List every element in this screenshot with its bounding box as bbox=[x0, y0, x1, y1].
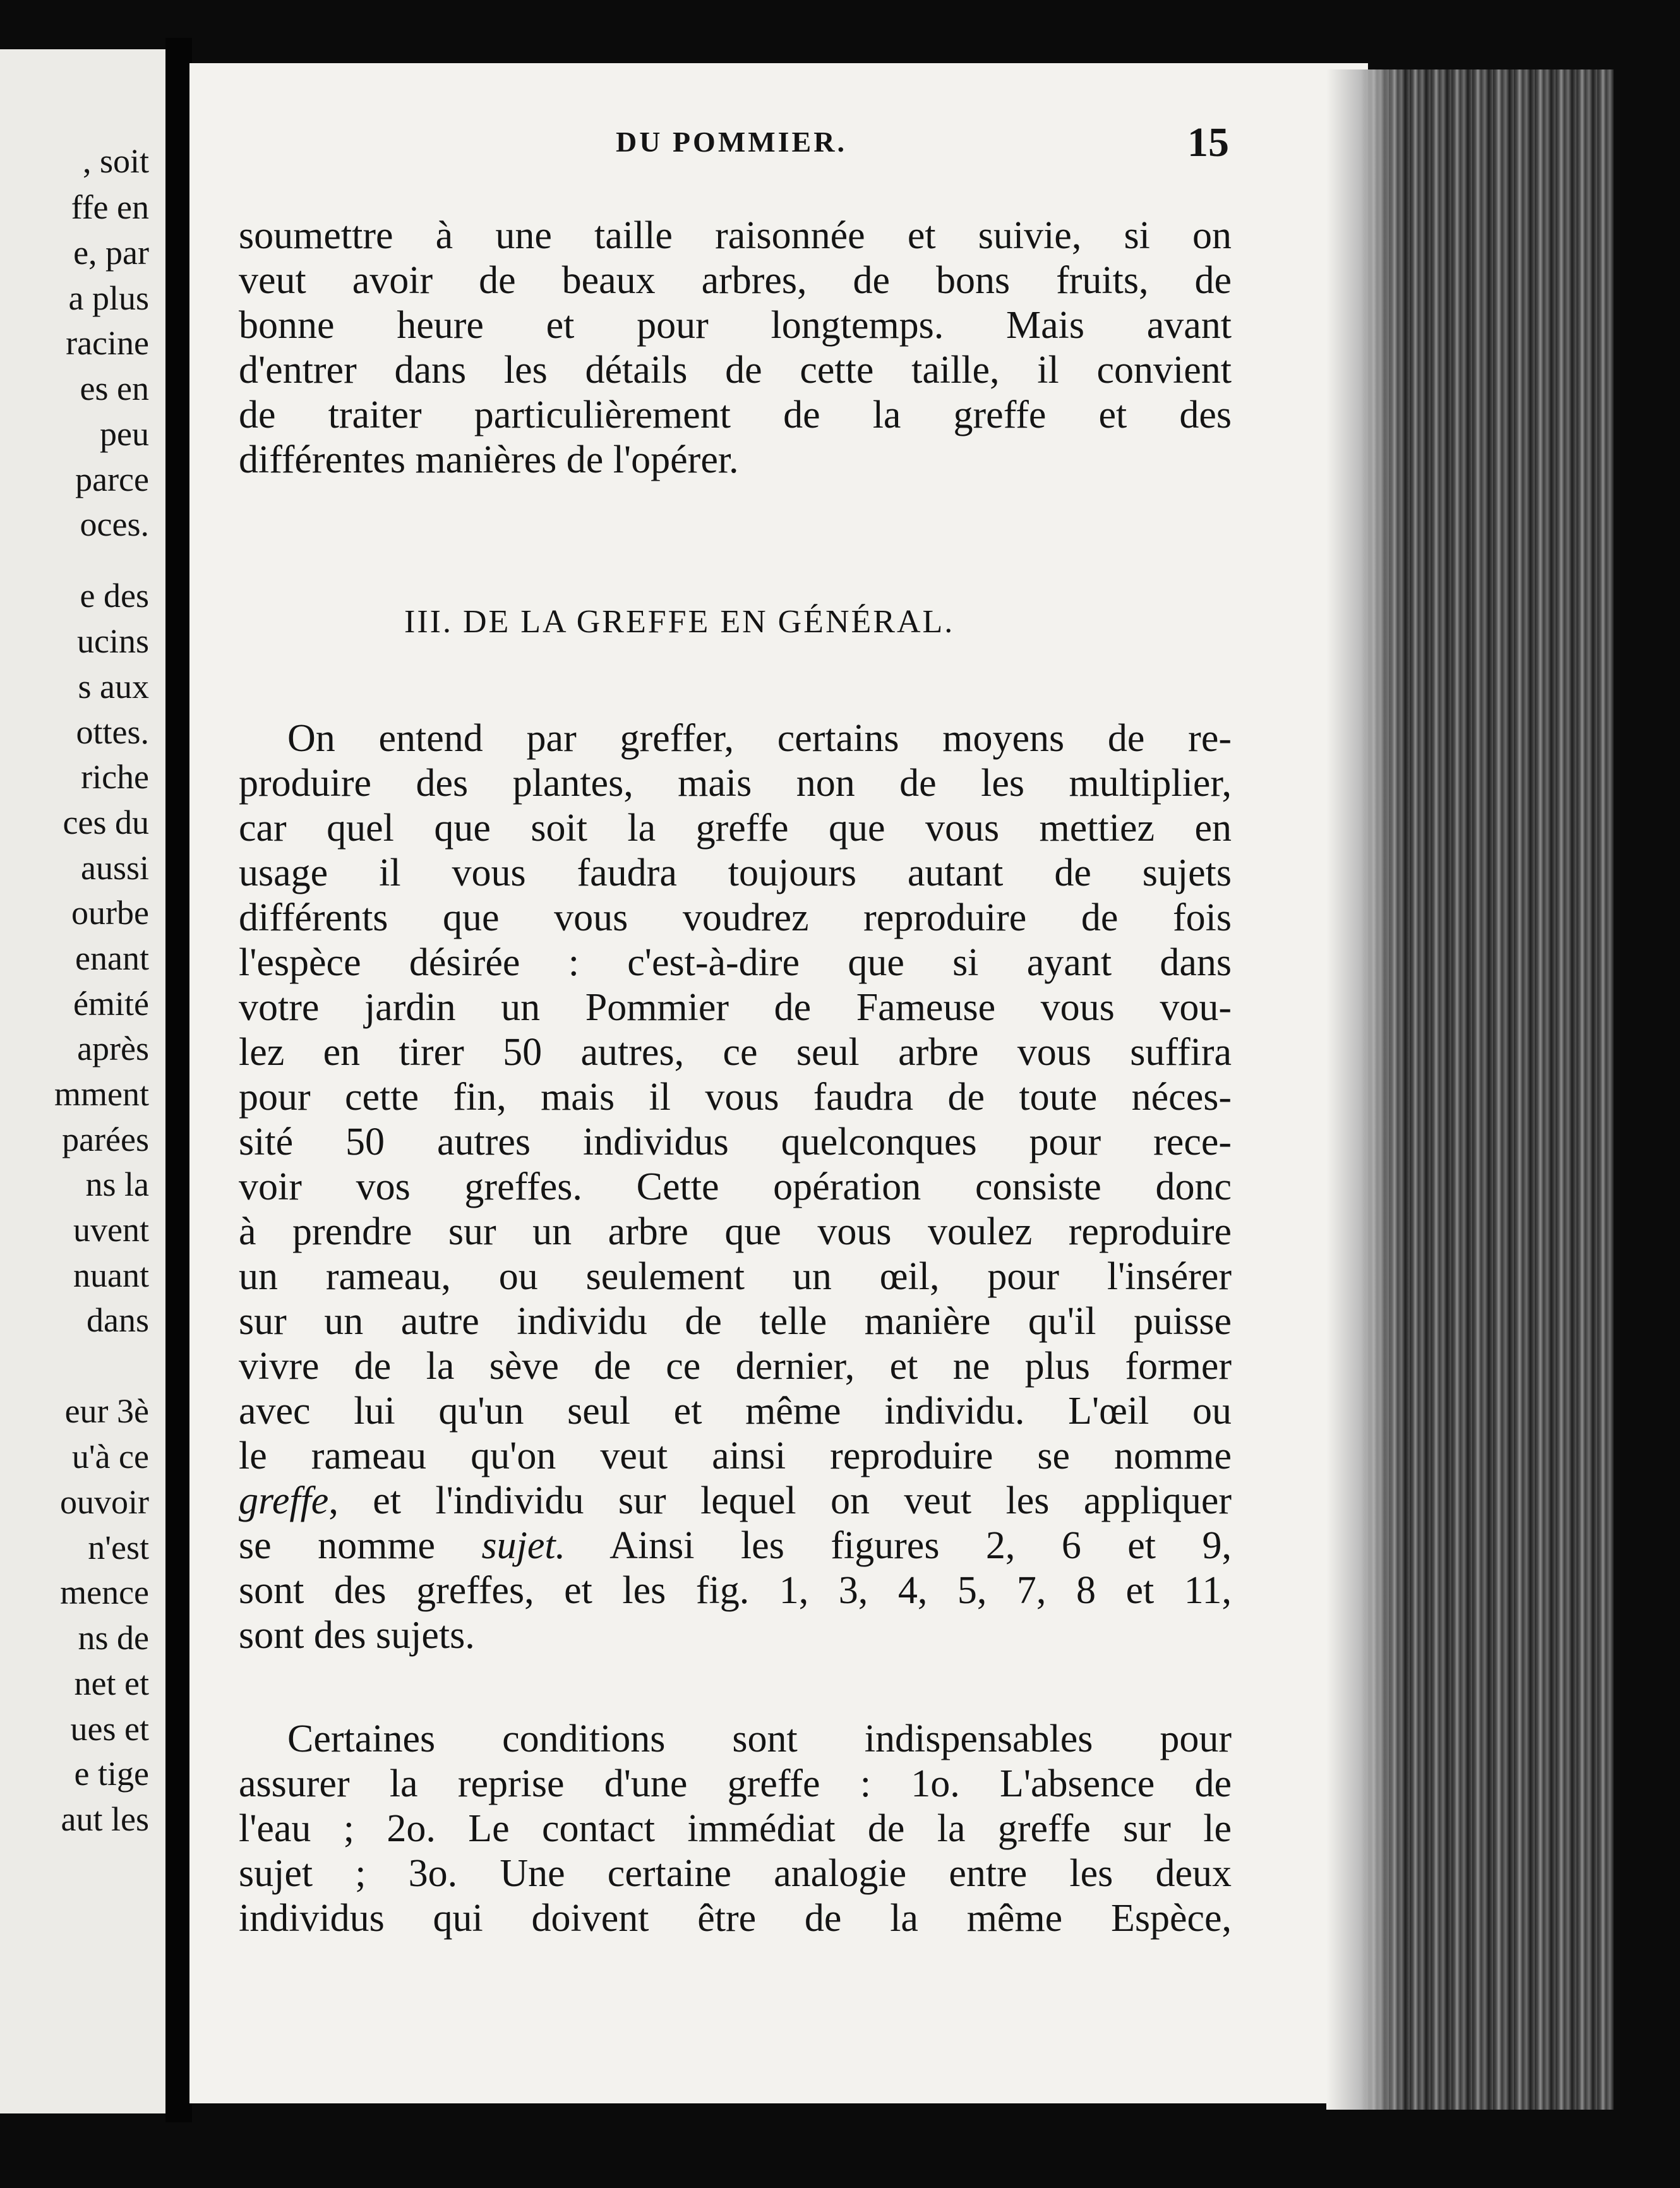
left-page-fragment: uvent bbox=[73, 1211, 149, 1249]
text-line: usage il vous faudra toujours autant de sujets bbox=[239, 851, 1232, 894]
text-line: différentes manières de l'opérer. bbox=[239, 438, 739, 481]
left-page-fragment: ourbe bbox=[71, 894, 149, 932]
text-line: un rameau, ou seulement un œil, pour l'insérer bbox=[239, 1255, 1232, 1298]
italic-word: sujet. bbox=[481, 1524, 566, 1567]
left-page-fragment: nuant bbox=[73, 1256, 149, 1294]
left-page-fragment: ucins bbox=[77, 622, 149, 660]
left-page-fragment: parce bbox=[75, 460, 149, 498]
text-line: l'eau ; 2o. Le contact immédiat de la greffe sur le bbox=[239, 1807, 1232, 1850]
text-line: soumettre à une taille raisonnée et suivie, si on bbox=[239, 214, 1232, 257]
text-line: pour cette fin, mais il vous faudra de toute néces- bbox=[239, 1076, 1232, 1119]
left-page-fragment: après bbox=[77, 1030, 149, 1067]
text-line bbox=[239, 1479, 1232, 1523]
text-line: sité 50 autres individus quelconques pour rece- bbox=[239, 1121, 1232, 1163]
left-page-fragment: enant bbox=[75, 939, 149, 977]
left-page-fragment: riche bbox=[81, 758, 149, 796]
text-line: bonne heure et pour longtemps. Mais avant bbox=[239, 304, 1232, 347]
text-line: Certaines conditions sont indispensables pour bbox=[287, 1717, 1232, 1760]
page-number: 15 bbox=[1187, 119, 1229, 165]
left-page-fragment: ouvoir bbox=[60, 1483, 149, 1521]
left-page-fragment: ottes. bbox=[76, 713, 149, 751]
left-page-fragment: parées bbox=[62, 1121, 149, 1158]
left-page-fragment: a plus bbox=[68, 279, 149, 317]
section-heading: III. DE LA GREFFE EN GÉNÉRAL. bbox=[404, 604, 955, 640]
text-line: assurer la reprise d'une greffe : 1o. L'absence de bbox=[239, 1762, 1232, 1805]
text-line: l'espèce désirée : c'est-à-dire que si ayant dans bbox=[239, 941, 1232, 984]
text-line: individus qui doivent être de la même Espèce, bbox=[239, 1897, 1232, 1940]
book-gutter bbox=[165, 38, 192, 2122]
left-page-fragment: aut les bbox=[61, 1800, 149, 1838]
left-page-fragment: ces du bbox=[63, 803, 149, 841]
text-line: différents que vous voudrez reproduire de fois bbox=[239, 896, 1232, 939]
left-page-fragment: mence bbox=[60, 1573, 149, 1611]
text-line: sont des greffes, et les fig. 1, 3, 4, 5, 7, 8 et 11, bbox=[239, 1569, 1232, 1612]
left-page-fragment: s aux bbox=[78, 668, 149, 706]
text-fragment: , et l'individu sur lequel on veut les appliquer bbox=[328, 1479, 1232, 1522]
text-line: avec lui qu'un seul et même individu. L'œil ou bbox=[239, 1390, 1232, 1433]
left-page-fragment: eur 3è bbox=[64, 1392, 149, 1430]
text-line bbox=[239, 1524, 1232, 1568]
italic-word: greffe bbox=[239, 1479, 329, 1522]
text-line: de traiter particulièrement de la greffe et des bbox=[239, 394, 1232, 436]
text-line: produire des plantes, mais non de les multiplier, bbox=[239, 762, 1232, 805]
text-line: le rameau qu'on veut ainsi reproduire se nomme bbox=[239, 1434, 1232, 1477]
left-page-fragment: mment bbox=[54, 1075, 149, 1113]
text-line: car quel que soit la greffe que vous mettiez en bbox=[239, 807, 1232, 850]
fore-edge-shade bbox=[1326, 69, 1402, 2110]
text-line: à prendre sur un arbre que vous voulez reproduire bbox=[239, 1210, 1232, 1253]
left-page-fragment: , soit bbox=[82, 142, 149, 180]
text-line: votre jardin un Pommier de Fameuse vous vou- bbox=[239, 986, 1232, 1029]
left-page-fragment: u'à ce bbox=[71, 1438, 149, 1476]
text-line: sont des sujets. bbox=[239, 1614, 475, 1657]
text-line: voir vos greffes. Cette opération consiste donc bbox=[239, 1165, 1232, 1208]
text-line: sujet ; 3o. Une certaine analogie entre les deux bbox=[239, 1852, 1232, 1895]
left-page-fragment: es en bbox=[80, 370, 149, 407]
left-page-fragment: ns la bbox=[85, 1165, 149, 1203]
left-page-fragment: e des bbox=[80, 577, 149, 615]
left-page-fragment: ues et bbox=[70, 1710, 149, 1748]
left-page-fragment: émité bbox=[73, 985, 149, 1023]
running-head: DU POMMIER. bbox=[616, 126, 847, 158]
left-page-fragment: peu bbox=[100, 415, 149, 453]
text-fragment: Ainsi les figures 2, 6 et 9, bbox=[565, 1524, 1232, 1567]
left-page-fragment: ffe en bbox=[71, 188, 149, 226]
text-line: vivre de la sève de ce dernier, et ne plus former bbox=[239, 1345, 1232, 1388]
left-page-fragment: e tige bbox=[74, 1755, 149, 1793]
text-fragment: se nomme bbox=[239, 1524, 482, 1567]
left-page-fragment: net et bbox=[74, 1664, 149, 1702]
left-page-fragment: dans bbox=[87, 1301, 149, 1339]
text-line: d'entrer dans les détails de cette taille, il convient bbox=[239, 349, 1232, 392]
text-line: On entend par greffer, certains moyens de re- bbox=[287, 717, 1232, 760]
text-line: veut avoir de beaux arbres, de bons fruits, de bbox=[239, 259, 1232, 302]
left-page bbox=[0, 49, 165, 2113]
left-page-fragment: ns de bbox=[78, 1619, 149, 1657]
text-line: lez en tirer 50 autres, ce seul arbre vous suffira bbox=[239, 1031, 1232, 1074]
left-page-fragment: aussi bbox=[81, 849, 149, 887]
left-page-fragment: e, par bbox=[73, 234, 149, 272]
text-line: sur un autre individu de telle manière qu'il puisse bbox=[239, 1300, 1232, 1343]
left-page-fragment: n'est bbox=[88, 1529, 149, 1566]
left-page-fragment: racine bbox=[66, 324, 149, 362]
left-page-fragment: oces. bbox=[80, 505, 149, 543]
